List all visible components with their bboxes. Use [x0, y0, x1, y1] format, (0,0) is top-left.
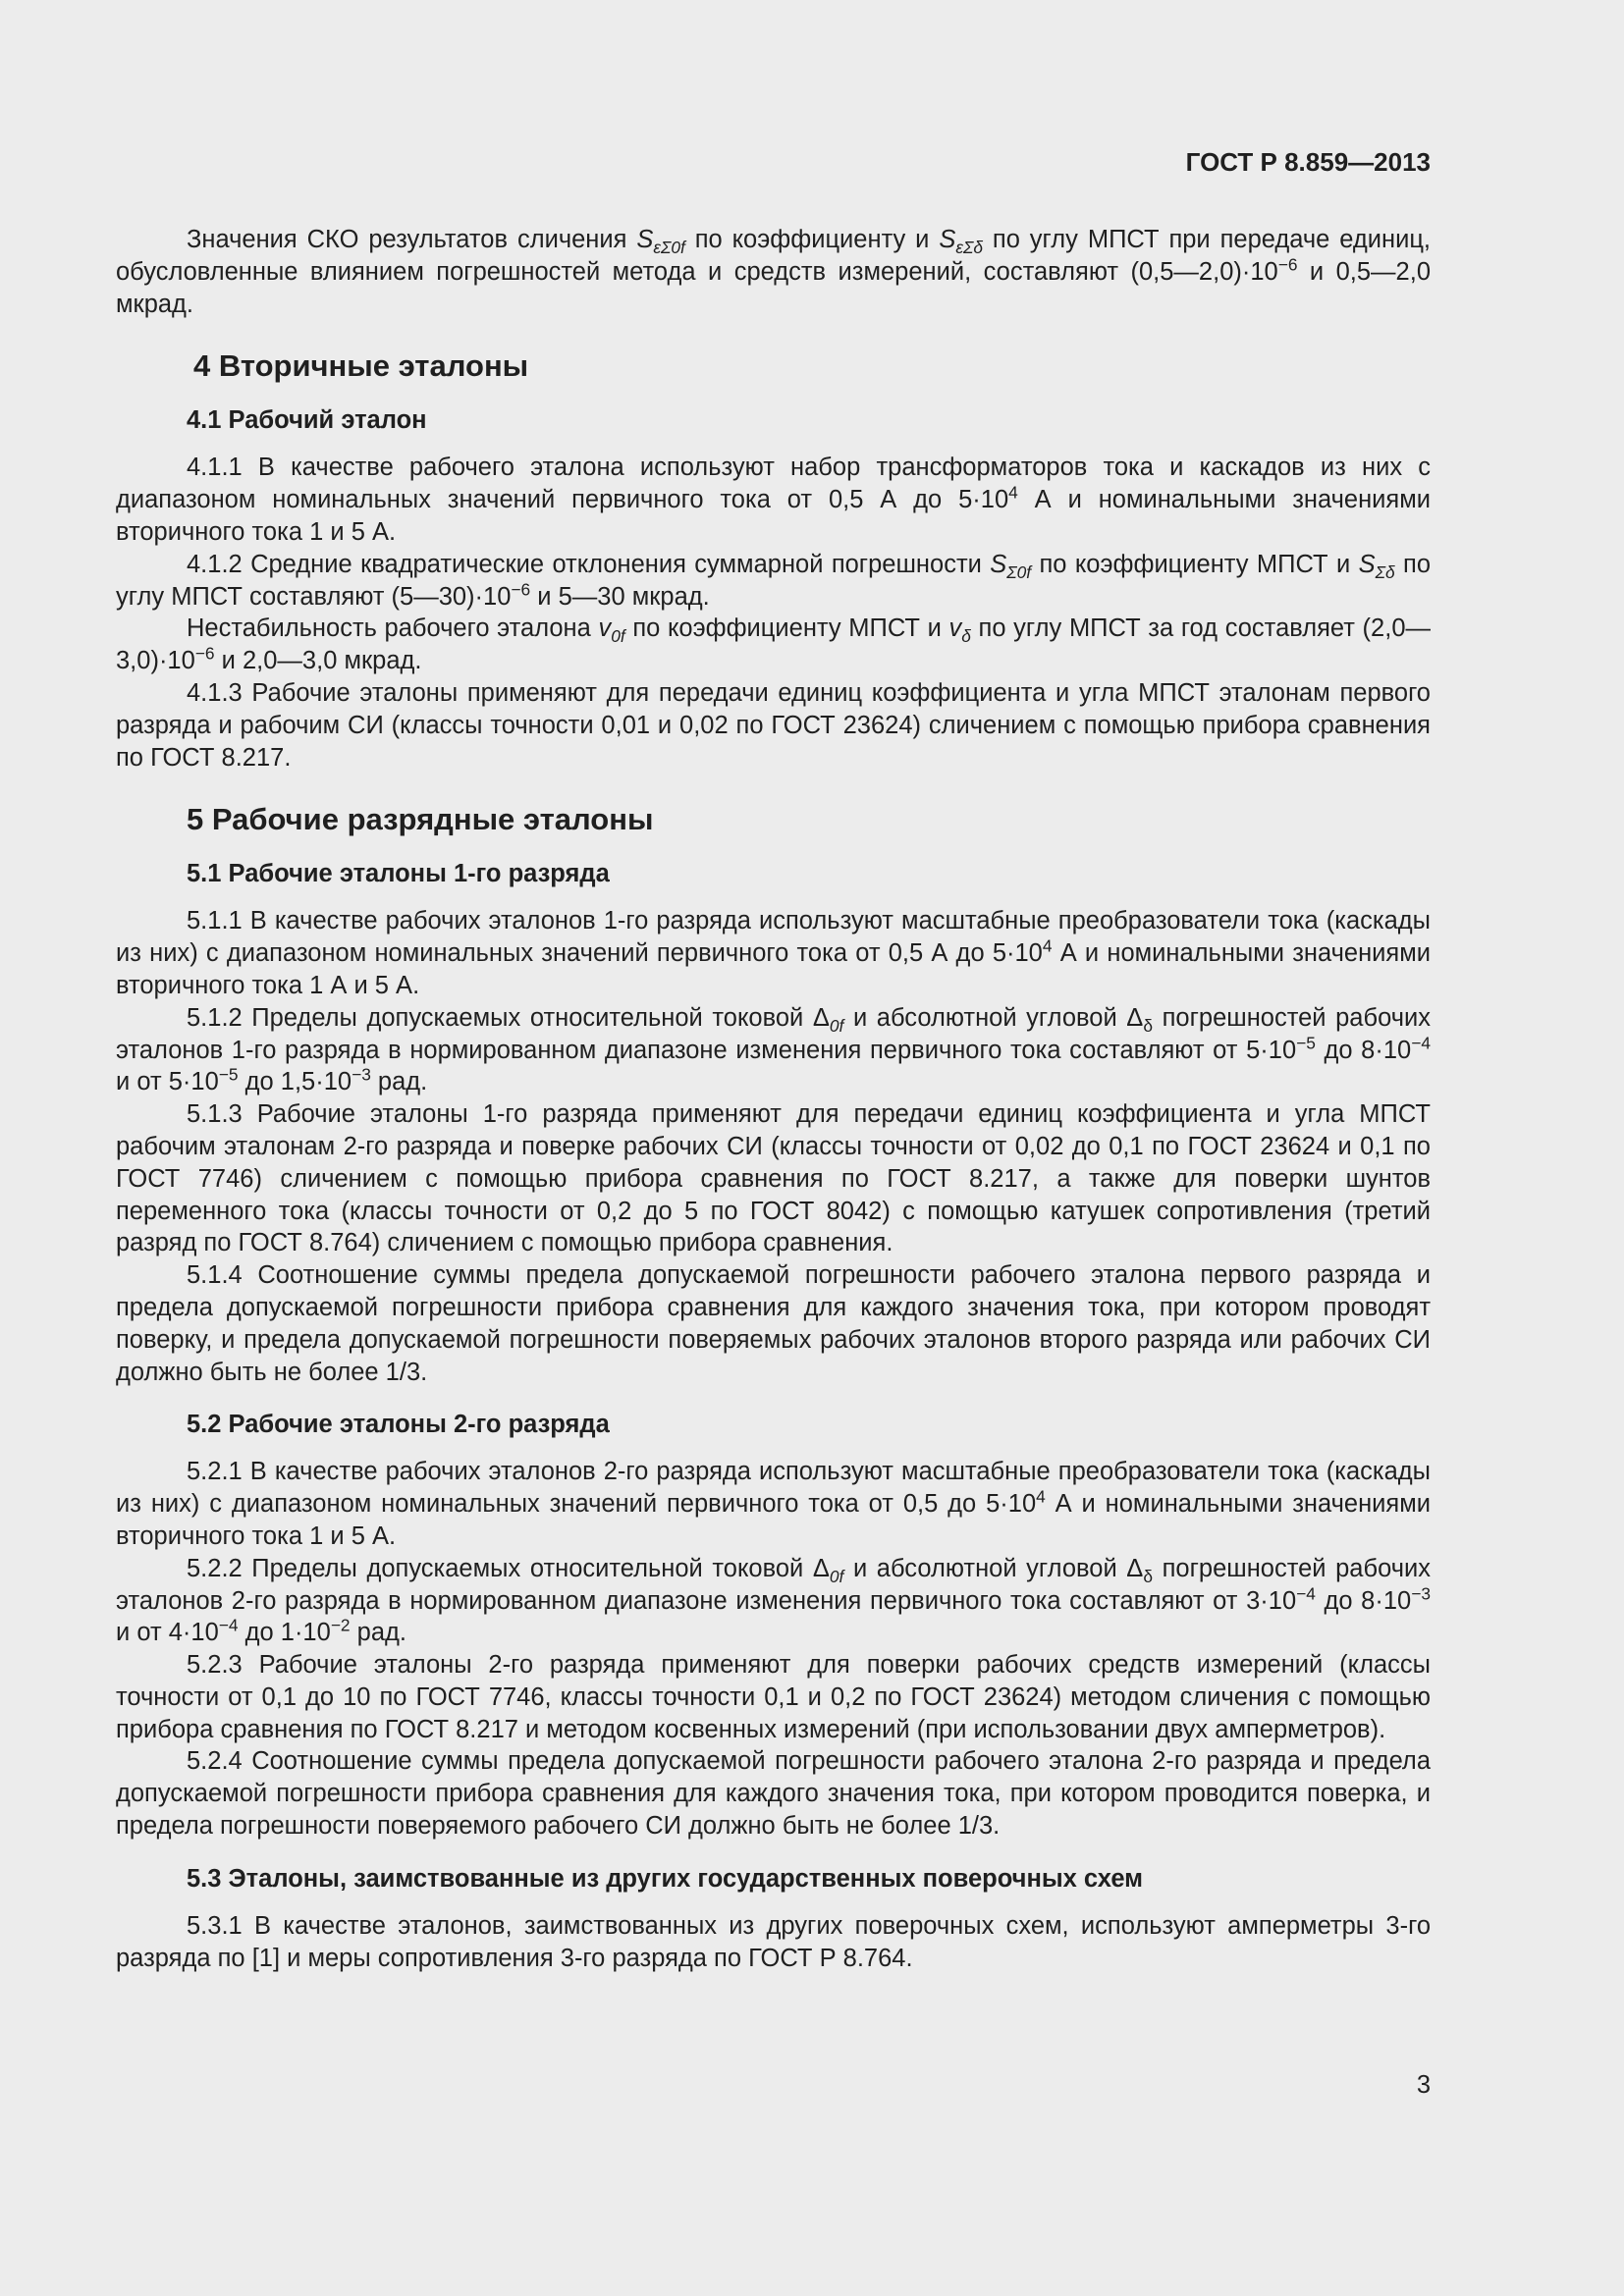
paragraph-5-1-2 — [116, 1002, 1431, 1098]
paragraph-5-2-4: 5.2.4 Соотношение суммы предела допускаемой погрешности рабочего эталона 2-го разряда и предела допускаемой погрешности прибора сравнения для каждого значения тока, при котором проводится поверка, и предела погрешности поверяемого рабочего СИ должно быть не более 1/3. — [116, 1747, 1431, 1841]
paragraph-4-1-2 — [116, 549, 1431, 614]
symbol: Δ — [812, 1003, 830, 1032]
text-run: и абсолютной угловой — [843, 1554, 1127, 1582]
symbol-subscript: Σδ — [1375, 561, 1395, 582]
exponent: −6 — [194, 643, 215, 664]
exponent: 4 — [1036, 1486, 1046, 1507]
paragraph-5-1-1 — [116, 905, 1431, 1001]
exponent: −5 — [218, 1064, 239, 1085]
paragraph-5-2-3: 5.2.3 Рабочие эталоны 2-го разряда применяют для поверки рабочих средств измерений (классы точности от 0,1 до 10 по ГОСТ 7746, классы точности 0,1 и 0,2 по ГОСТ 23624) методом сличения с помощью прибора сравнения по ГОСТ 8.217 и методом косвенных измерений (при использовании двух амперметров). — [116, 1651, 1431, 1743]
text-run: и 5—30 мкрад. — [530, 582, 710, 611]
exponent: −4 — [1296, 1583, 1316, 1603]
exponent: −3 — [352, 1064, 371, 1085]
symbol: S — [636, 226, 654, 253]
section-5-title: 5 Рабочие разрядные эталоны — [187, 802, 654, 837]
text-run: и от 5·10 — [116, 1068, 219, 1096]
text-run: рад. — [350, 1619, 406, 1647]
paragraph-5-2-1 — [116, 1456, 1431, 1552]
document-body — [116, 224, 1431, 1974]
symbol-subscript: εΣ0f — [653, 238, 685, 258]
text-run: 5.1.1 В качестве рабочих эталонов 1-го разряда используют масштабные преобразователи тока (каскады из них) с диапазоном номинальных значений первичного тока от 0,5 А до 5·10 — [116, 907, 1431, 968]
text-run: по углу МПСТ составляют (5—30)·10 — [116, 550, 1432, 611]
exponent: −5 — [1296, 1033, 1316, 1053]
subsection-4-1-title: 4.1 Рабочий эталон — [187, 406, 427, 435]
text-run: погрешностей рабочих эталонов 1-го разряда в нормированном диапазоне изменения первичного тока составляют от 5·10 — [116, 1003, 1431, 1064]
text-run: до 8·10 — [1315, 1586, 1412, 1615]
intro-paragraph — [116, 224, 1431, 320]
symbol-subscript: 0f — [829, 1015, 844, 1036]
text-run: 5.2.1 В качестве рабочих эталонов 2-го разряда используют масштабные преобразователи тока (каскады из них) с диапазоном номинальных значений первичного тока от 0,5 до 5·10 — [116, 1458, 1431, 1519]
text-run: погрешностей рабочих эталонов 2-го разряда в нормированном диапазоне изменения первичного тока составляют от 3·10 — [116, 1554, 1431, 1615]
symbol: Δ — [1126, 1554, 1144, 1582]
symbol-subscript: δ — [1143, 1015, 1153, 1036]
symbol: S — [939, 226, 956, 253]
text-run: по углу МПСТ при передаче единиц, обусловленные влиянием погрешностей метода и средств измерений, составляют (0,5—2,0)·10 — [116, 226, 1432, 286]
subsection-5-3-title: 5.3 Эталоны, заимствованные из других государственных поверочных схем — [187, 1864, 1144, 1893]
exponent: −6 — [511, 579, 531, 600]
exponent: −2 — [330, 1615, 351, 1635]
paragraph-4-1-3: 4.1.3 Рабочие эталоны применяют для передачи единиц коэффициента и угла МПСТ эталонам первого разряда и рабочим СИ (классы точности 0,01 и 0,02 по ГОСТ 23624) сличением с помощью прибора сравнения по ГОСТ 8.217. — [116, 678, 1431, 772]
text-run: до 1·10 — [238, 1619, 331, 1647]
symbol: Δ — [812, 1554, 830, 1582]
symbol-subscript: Σ0f — [1006, 561, 1032, 582]
text-run: рад. — [370, 1068, 428, 1096]
text-run: Значения СКО результатов сличения — [187, 226, 637, 253]
section-4-title: 4 Вторичные эталоны — [193, 348, 529, 384]
symbol-subscript: δ — [961, 626, 971, 647]
paragraph-5-2-2 — [116, 1553, 1431, 1649]
text-run: и 2,0—3,0 мкрад. — [214, 647, 422, 675]
paragraph-5-3-1: 5.3.1 В качестве эталонов, заимствованных из других поверочных схем, используют амперметры 3-го разряда по [1] и меры сопротивления 3-го разряда по ГОСТ Р 8.764. — [116, 1911, 1431, 1972]
symbol-subscript: δ — [1143, 1566, 1153, 1586]
exponent: −6 — [1277, 254, 1298, 275]
text-run: 5.1.2 Пределы допускаемых относительной токовой — [187, 1003, 813, 1032]
text-run: 4.1.2 Средние квадратические отклонения суммарной погрешности — [187, 550, 991, 578]
text-run: А и номинальными значениями вторичного тока 1 и 5 А. — [116, 1490, 1431, 1550]
text-run: и абсолютной угловой — [843, 1003, 1127, 1032]
symbol-subscript: 0f — [611, 626, 625, 647]
symbol-subscript: 0f — [829, 1566, 844, 1586]
text-run: Нестабильность рабочего эталона — [187, 614, 599, 643]
text-run: 4.1.1 В качестве рабочего эталона используют набор трансформаторов тока и каскадов из них с диапазоном номинальных значений первичного тока от 0,5 А до 5·10 — [116, 454, 1431, 514]
symbol: Δ — [1126, 1003, 1144, 1032]
text-run: А и номинальными значениями вторичного тока 1 А и 5 А. — [116, 939, 1431, 999]
text-run: до 8·10 — [1315, 1036, 1412, 1064]
symbol: S — [990, 550, 1007, 578]
text-run: и от 4·10 — [116, 1619, 219, 1647]
symbol: S — [1358, 550, 1376, 578]
text-run: по углу МПСТ за год составляет (2,0—3,0)·10 — [116, 614, 1431, 675]
paragraph-5-1-3: 5.1.3 Рабочие эталоны 1-го разряда применяют для передачи единиц коэффициента и угла МПСТ рабочим эталонам 2-го разряда и поверке рабочих СИ (классы точности от 0,02 до 0,1 по ГОСТ 23624 и 0,1 по ГОСТ 7746) сличением с помощью прибора сравнения по ГОСТ 8.217, а также для поверки шунтов переменного тока (классы точности от 0,2 до 5 по ГОСТ 8042) с помощью катушек сопротивления (третий разряд по ГОСТ 8.764) сличением с помощью прибора сравнения. — [116, 1100, 1431, 1257]
exponent: −4 — [218, 1615, 239, 1635]
text-run: по коэффициенту и — [684, 226, 940, 253]
exponent: −4 — [1411, 1033, 1431, 1053]
symbol: v — [948, 614, 962, 643]
exponent: 4 — [1008, 482, 1018, 503]
paragraph-4-1-1 — [116, 452, 1431, 548]
text-run: по коэффициенту МПСТ и — [624, 614, 949, 643]
document-header: ГОСТ Р 8.859—2013 — [1185, 147, 1431, 177]
text-run: А и номинальными значениями вторичного тока 1 и 5 А. — [116, 486, 1431, 546]
subsection-5-2-title: 5.2 Рабочие эталоны 2-го разряда — [187, 1411, 610, 1439]
paragraph-4-1-2-stability — [116, 613, 1431, 677]
symbol-subscript: εΣδ — [955, 238, 983, 258]
page-number: 3 — [1416, 2071, 1431, 2099]
subsection-5-1-title: 5.1 Рабочие эталоны 1-го разряда — [187, 860, 610, 888]
paragraph-5-1-4: 5.1.4 Соотношение суммы предела допускаемой погрешности рабочего эталона первого разряда и предела допускаемой погрешности прибора сравнения для каждого значения тока, при котором проводят поверку, и предела допускаемой погрешности поверяемых рабочих эталонов второго разряда или рабочих СИ должно быть не более 1/3. — [116, 1261, 1431, 1386]
exponent: 4 — [1042, 935, 1053, 956]
text-run: до 1,5·10 — [238, 1068, 352, 1096]
text-run: и 0,5—2,0 мкрад. — [116, 257, 1431, 318]
text-run: по коэффициенту МПСТ и — [1031, 550, 1359, 578]
symbol: v — [598, 614, 612, 643]
text-run: 5.2.2 Пределы допускаемых относительной токовой — [187, 1554, 813, 1582]
exponent: −3 — [1411, 1583, 1431, 1603]
